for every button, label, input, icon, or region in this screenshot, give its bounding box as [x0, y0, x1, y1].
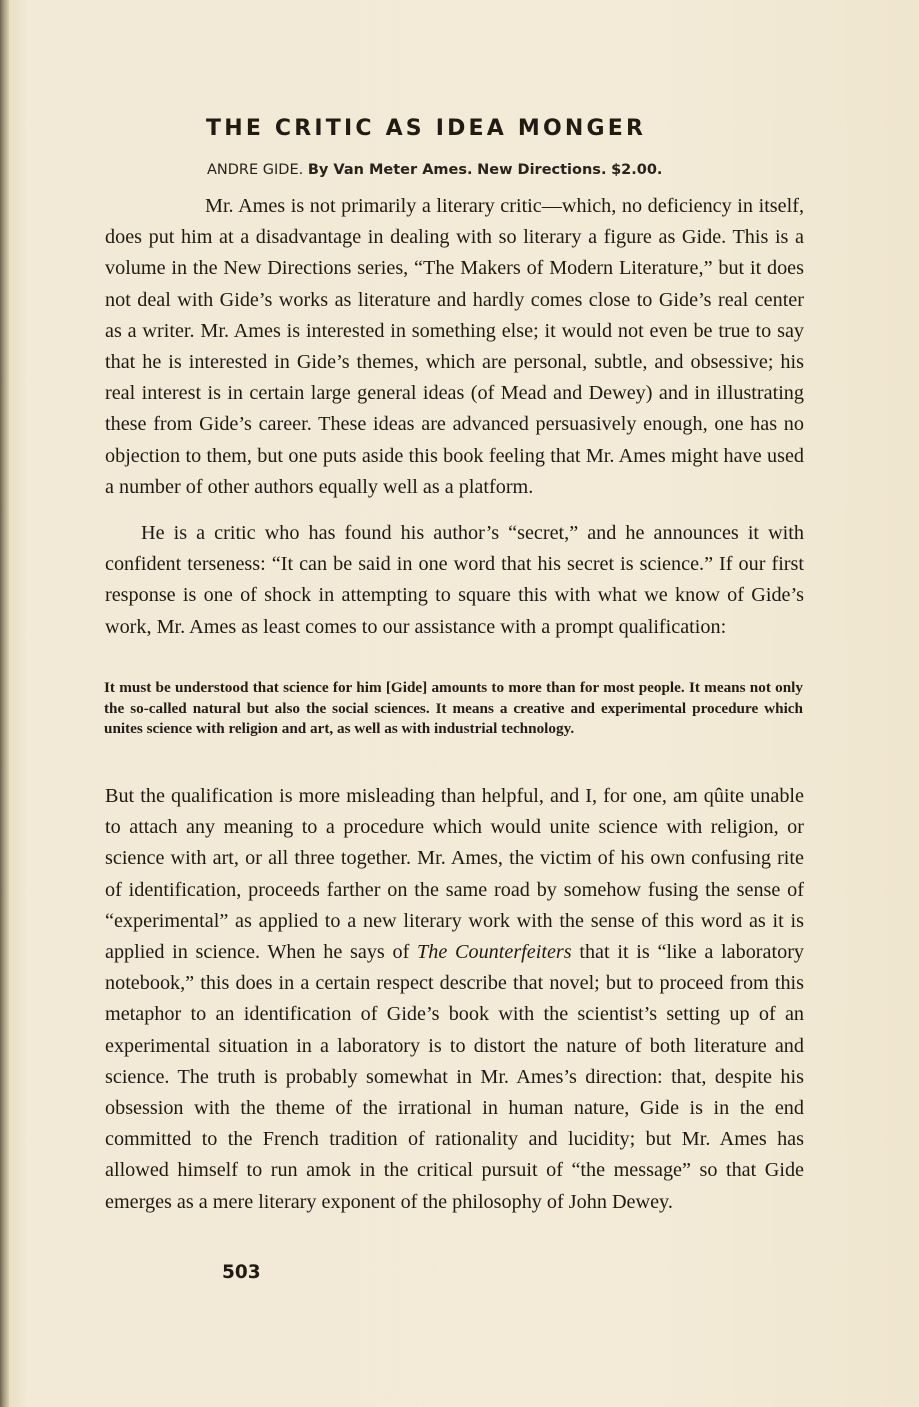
paragraph-3: [105, 781, 804, 1218]
review-subject: ANDRE GIDE.: [207, 162, 304, 178]
page-binding-edge: [0, 0, 9, 1407]
page-number: 503: [222, 1262, 261, 1283]
paragraph-text: [105, 781, 804, 1218]
book-title-italic: The Counterfeiters: [417, 941, 572, 964]
paragraph-text: He is a critic who has found his author’s “secret,” and he announces it with confident terseness: “It can be said in one word that his secret is science.” If our first response is one of shock in attempting to square this with what we know of Gide’s work, Mr. Ames as least comes to our assistance with a prompt qualification:: [105, 522, 804, 638]
review-citation: [207, 162, 662, 178]
paragraph-2: [105, 518, 804, 643]
review-price: $2.00.: [611, 162, 663, 178]
article-title: THE CRITIC AS IDEA MONGER: [206, 116, 647, 141]
review-byline: By Van Meter Ames.: [307, 162, 473, 178]
review-publisher: New Directions.: [477, 162, 607, 178]
block-quotation: It must be understood that science for him [Gide] amounts to more than for most people. It means not only the so-called natural but also the social sciences. It means a creative and experimental procedure which unites science with religion and art, as well as with industrial technology.: [104, 679, 803, 737]
paragraph-text-part-2: that it is “like a laboratory notebook,” this does in a certain respect describe that novel; but to proceed from this metaphor to an identification of Gide’s book with the scientist’s setting up of an experimental situation in a laboratory is to distort the nature of both literature and science. The truth is probably somewhat in Mr. Ames’s direction: that, despite his obsession with the theme of the irrational in human nature, Gide is in the end committed to the French tradition of rationality and lucidity; but Mr. Ames has allowed himself to run amok in the critical pursuit of “the message” so that Gide emerges as a mere literary exponent of the philosophy of John Dewey.: [105, 941, 805, 1213]
paragraph-text: Mr. Ames is not primarily a literary critic—which, no deficiency in itself, does put him at a disadvantage in dealing with so literary a figure as Gide. This is a volume in the New Directions series, “The Makers of Modern Literature,” but it does not deal with Gide’s works as literature and hardly comes close to Gide’s real center as a writer. Mr. Ames is interested in something else; it would not even be true to say that he is interested in Gide’s themes, which are personal, subtle, and obsessive; his real interest is in certain large general ideas (of Mead and Dewey) and in illustrating these from Gide’s career. These ideas are advanced persuasively enough, one has no objection to them, but one puts aside this book feeling that Mr. Ames might have used a number of other authors equally well as a platform.: [105, 195, 804, 498]
paragraph-1: [105, 191, 804, 503]
paragraph-text-part-1: But the qualification is more misleading than helpful, and I, for one, am qûite unable to attach any meaning to a procedure which would unite science with religion, or science with art, or all three together. Mr. Ames, the victim of his own confusing rite of identification, proceeds farther on the same road by somehow fusing the sense of “experimental” as applied to a new literary work with the sense of this word as it is applied in science. When he says of: [105, 785, 804, 964]
